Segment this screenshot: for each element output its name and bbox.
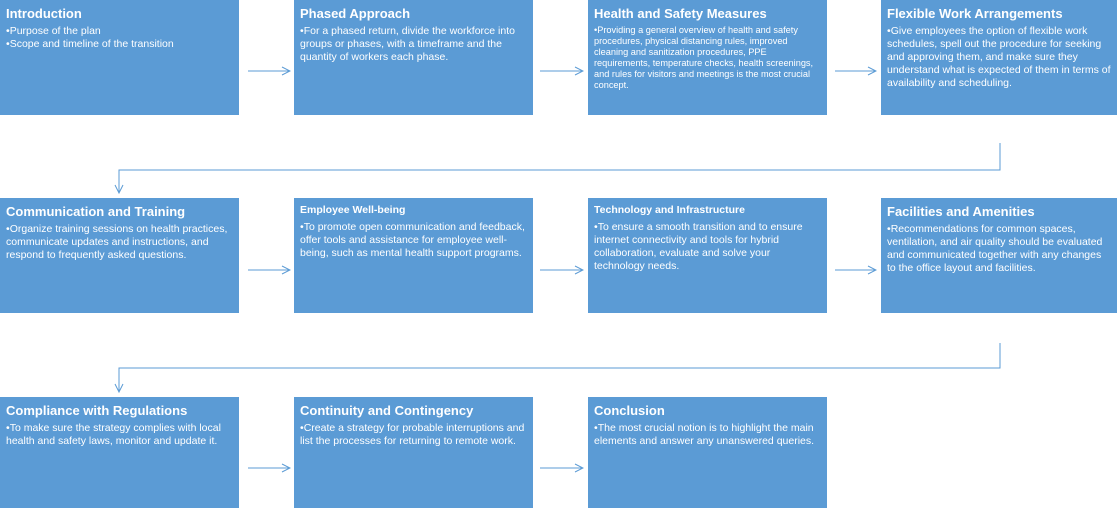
- box-compliance-regulations: [0, 397, 239, 508]
- box-technology-infrastructure: [588, 198, 827, 313]
- box-continuity-contingency: [294, 397, 533, 508]
- box-conclusion: [588, 397, 827, 508]
- box-bullet: • Create a strategy for probable interruptions and list the processes for returning to remote work.: [300, 422, 527, 448]
- box-bullet: • Providing a general overview of health and safety procedures, physical distancing rules, improved cleaning and sanitization procedures, PPE requirements, temperature checks, health screenings, and rules for visitors and meetings is the most crucial concept.: [594, 25, 821, 91]
- box-title: Health and Safety Measures: [594, 6, 767, 21]
- box-bullet: • Organize training sessions on health practices, communicate updates and instructions, and respond to frequently asked questions.: [6, 223, 233, 262]
- box-title: Technology and Infrastructure: [594, 204, 745, 216]
- box-title: Flexible Work Arrangements: [887, 6, 1063, 21]
- box-bullet: • Purpose of the plan: [6, 25, 233, 38]
- box-bullet: • Give employees the option of flexible work schedules, spell out the procedure for seeking and approving them, and make sure they understand what is expected of them in terms of availability and scheduling.: [887, 25, 1111, 90]
- box-title: Compliance with Regulations: [6, 403, 188, 418]
- box-introduction: [0, 0, 239, 115]
- box-facilities-amenities: [881, 198, 1117, 313]
- box-bullet: • To ensure a smooth transition and to ensure internet connectivity and tools for hybrid collaboration, evaluate and solve your technology needs.: [594, 221, 821, 273]
- box-title: Phased Approach: [300, 6, 411, 21]
- box-health-safety: [588, 0, 827, 115]
- box-title: Conclusion: [594, 403, 665, 418]
- arrow-facilities-to-compliance: [119, 343, 1000, 392]
- box-bullet: • Scope and timeline of the transition: [6, 38, 233, 51]
- box-title: Facilities and Amenities: [887, 204, 1035, 219]
- box-communication-training: [0, 198, 239, 313]
- box-bullet: • The most crucial notion is to highlight the main elements and answer any unanswered queries.: [594, 422, 821, 448]
- box-bullet: • Recommendations for common spaces, ventilation, and air quality should be evaluated and communicated together with any changes to the office layout and facilities.: [887, 223, 1111, 275]
- box-title: Communication and Training: [6, 204, 186, 219]
- box-title: Introduction: [6, 6, 82, 21]
- box-title: Employee Well-being: [300, 204, 406, 216]
- box-bullet: • To promote open communication and feedback, offer tools and assistance for employee well-being, such as mental health support programs.: [300, 221, 527, 260]
- box-phased-approach: [294, 0, 533, 115]
- box-title: Continuity and Contingency: [300, 403, 474, 418]
- arrow-flexible-to-communication: [119, 143, 1000, 193]
- box-flexible-work: [881, 0, 1117, 115]
- box-bullet: • To make sure the strategy complies with local health and safety laws, monitor and update it.: [6, 422, 233, 448]
- box-employee-wellbeing: [294, 198, 533, 313]
- box-bullet: • For a phased return, divide the workforce into groups or phases, with a timeframe and the quantity of workers each phase.: [300, 25, 527, 64]
